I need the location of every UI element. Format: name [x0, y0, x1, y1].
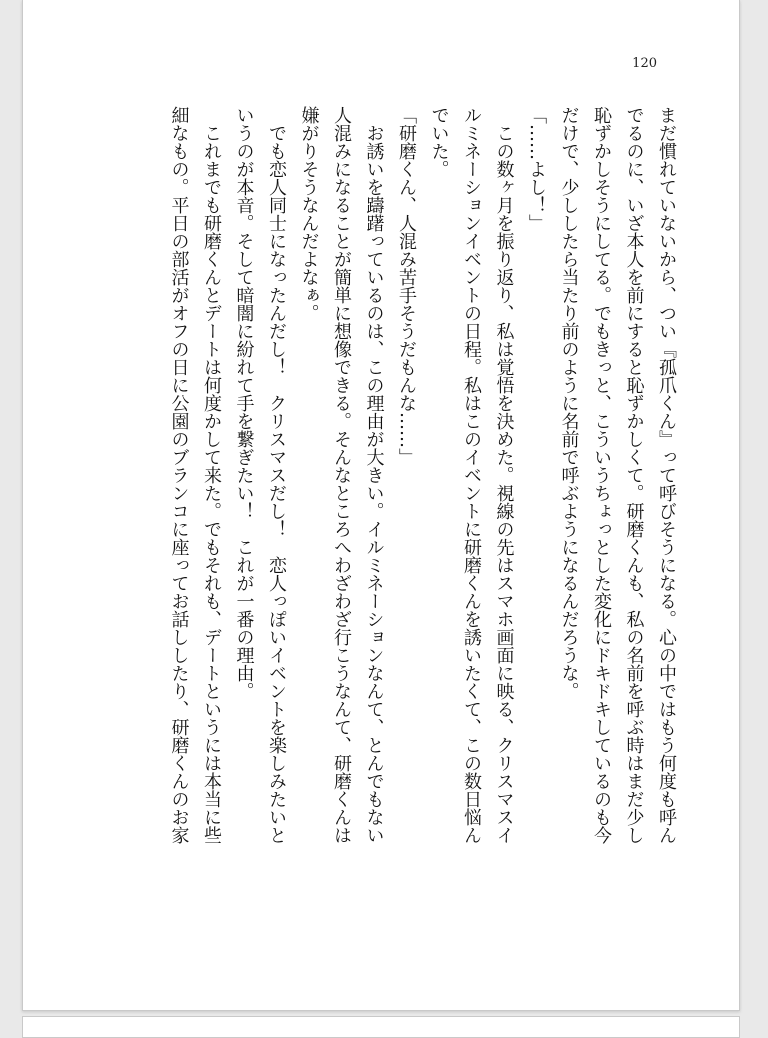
text-line: でも恋人同士になったんだし！ クリスマスだし！ 恋人っぽいイベントを楽しみたいと — [266, 106, 287, 844]
text-line: でるのに、いざ本人を前にすると恥ずかしくて。研磨くんも、私の名前を呼ぶ時はまだ少し — [623, 106, 645, 844]
text-line: 細なもの。平日の部活がオフの日に公園のブランコに座ってお話ししたり、研磨くんのお家 — [168, 106, 190, 844]
text-line: だけで、少ししたら当たり前のように名前で呼ぶようになるんだろうな。 — [558, 106, 580, 700]
text-line: 嫌がりそうなんだよなぁ。 — [298, 106, 320, 322]
text-line: 人混みになることが簡単に想像できる。そんなところへわざわざ行こうなんて、研磨くんは — [331, 106, 352, 844]
text-line: この数ヶ月を振り返り、私は覚悟を決めた。視線の先はスマホ画面に映る、クリスマスイ — [493, 106, 515, 844]
next-page-edge — [22, 1016, 740, 1038]
text-line: いうのが本音。そして暗闇に紛れて手を繋ぎたい！ これが一番の理由。 — [233, 106, 255, 700]
text-line: これまでも研磨くんとデートは何度かして来た。でもそれも、デートというには本当に些 — [201, 106, 222, 844]
book-page — [22, 0, 740, 1011]
text-line: でいた。 — [428, 106, 450, 178]
text-line: 「研磨くん、人混み苦手そうだもんな……」 — [396, 106, 417, 466]
page-number: 120 — [632, 56, 657, 71]
text-line: ルミネーションイベントの日程。私はこのイベントに研磨くんを誘いたくて、この数日悩ん — [461, 106, 482, 844]
text-line: 恥ずかしそうにしてる。でもきっと、こういうちょっとした変化にドキドキしているのも今 — [591, 106, 612, 844]
text-line: 「……よし！」 — [526, 106, 547, 232]
text-line: お誘いを躊躇っているのは、この理由が大きい。イルミネーションなんて、とんでもない — [363, 106, 385, 844]
text-line: まだ慣れていないから、つい『孤爪くん』って呼びそうになる。心の中ではもう何度も呼ん — [656, 106, 677, 844]
body-text — [162, 106, 682, 976]
